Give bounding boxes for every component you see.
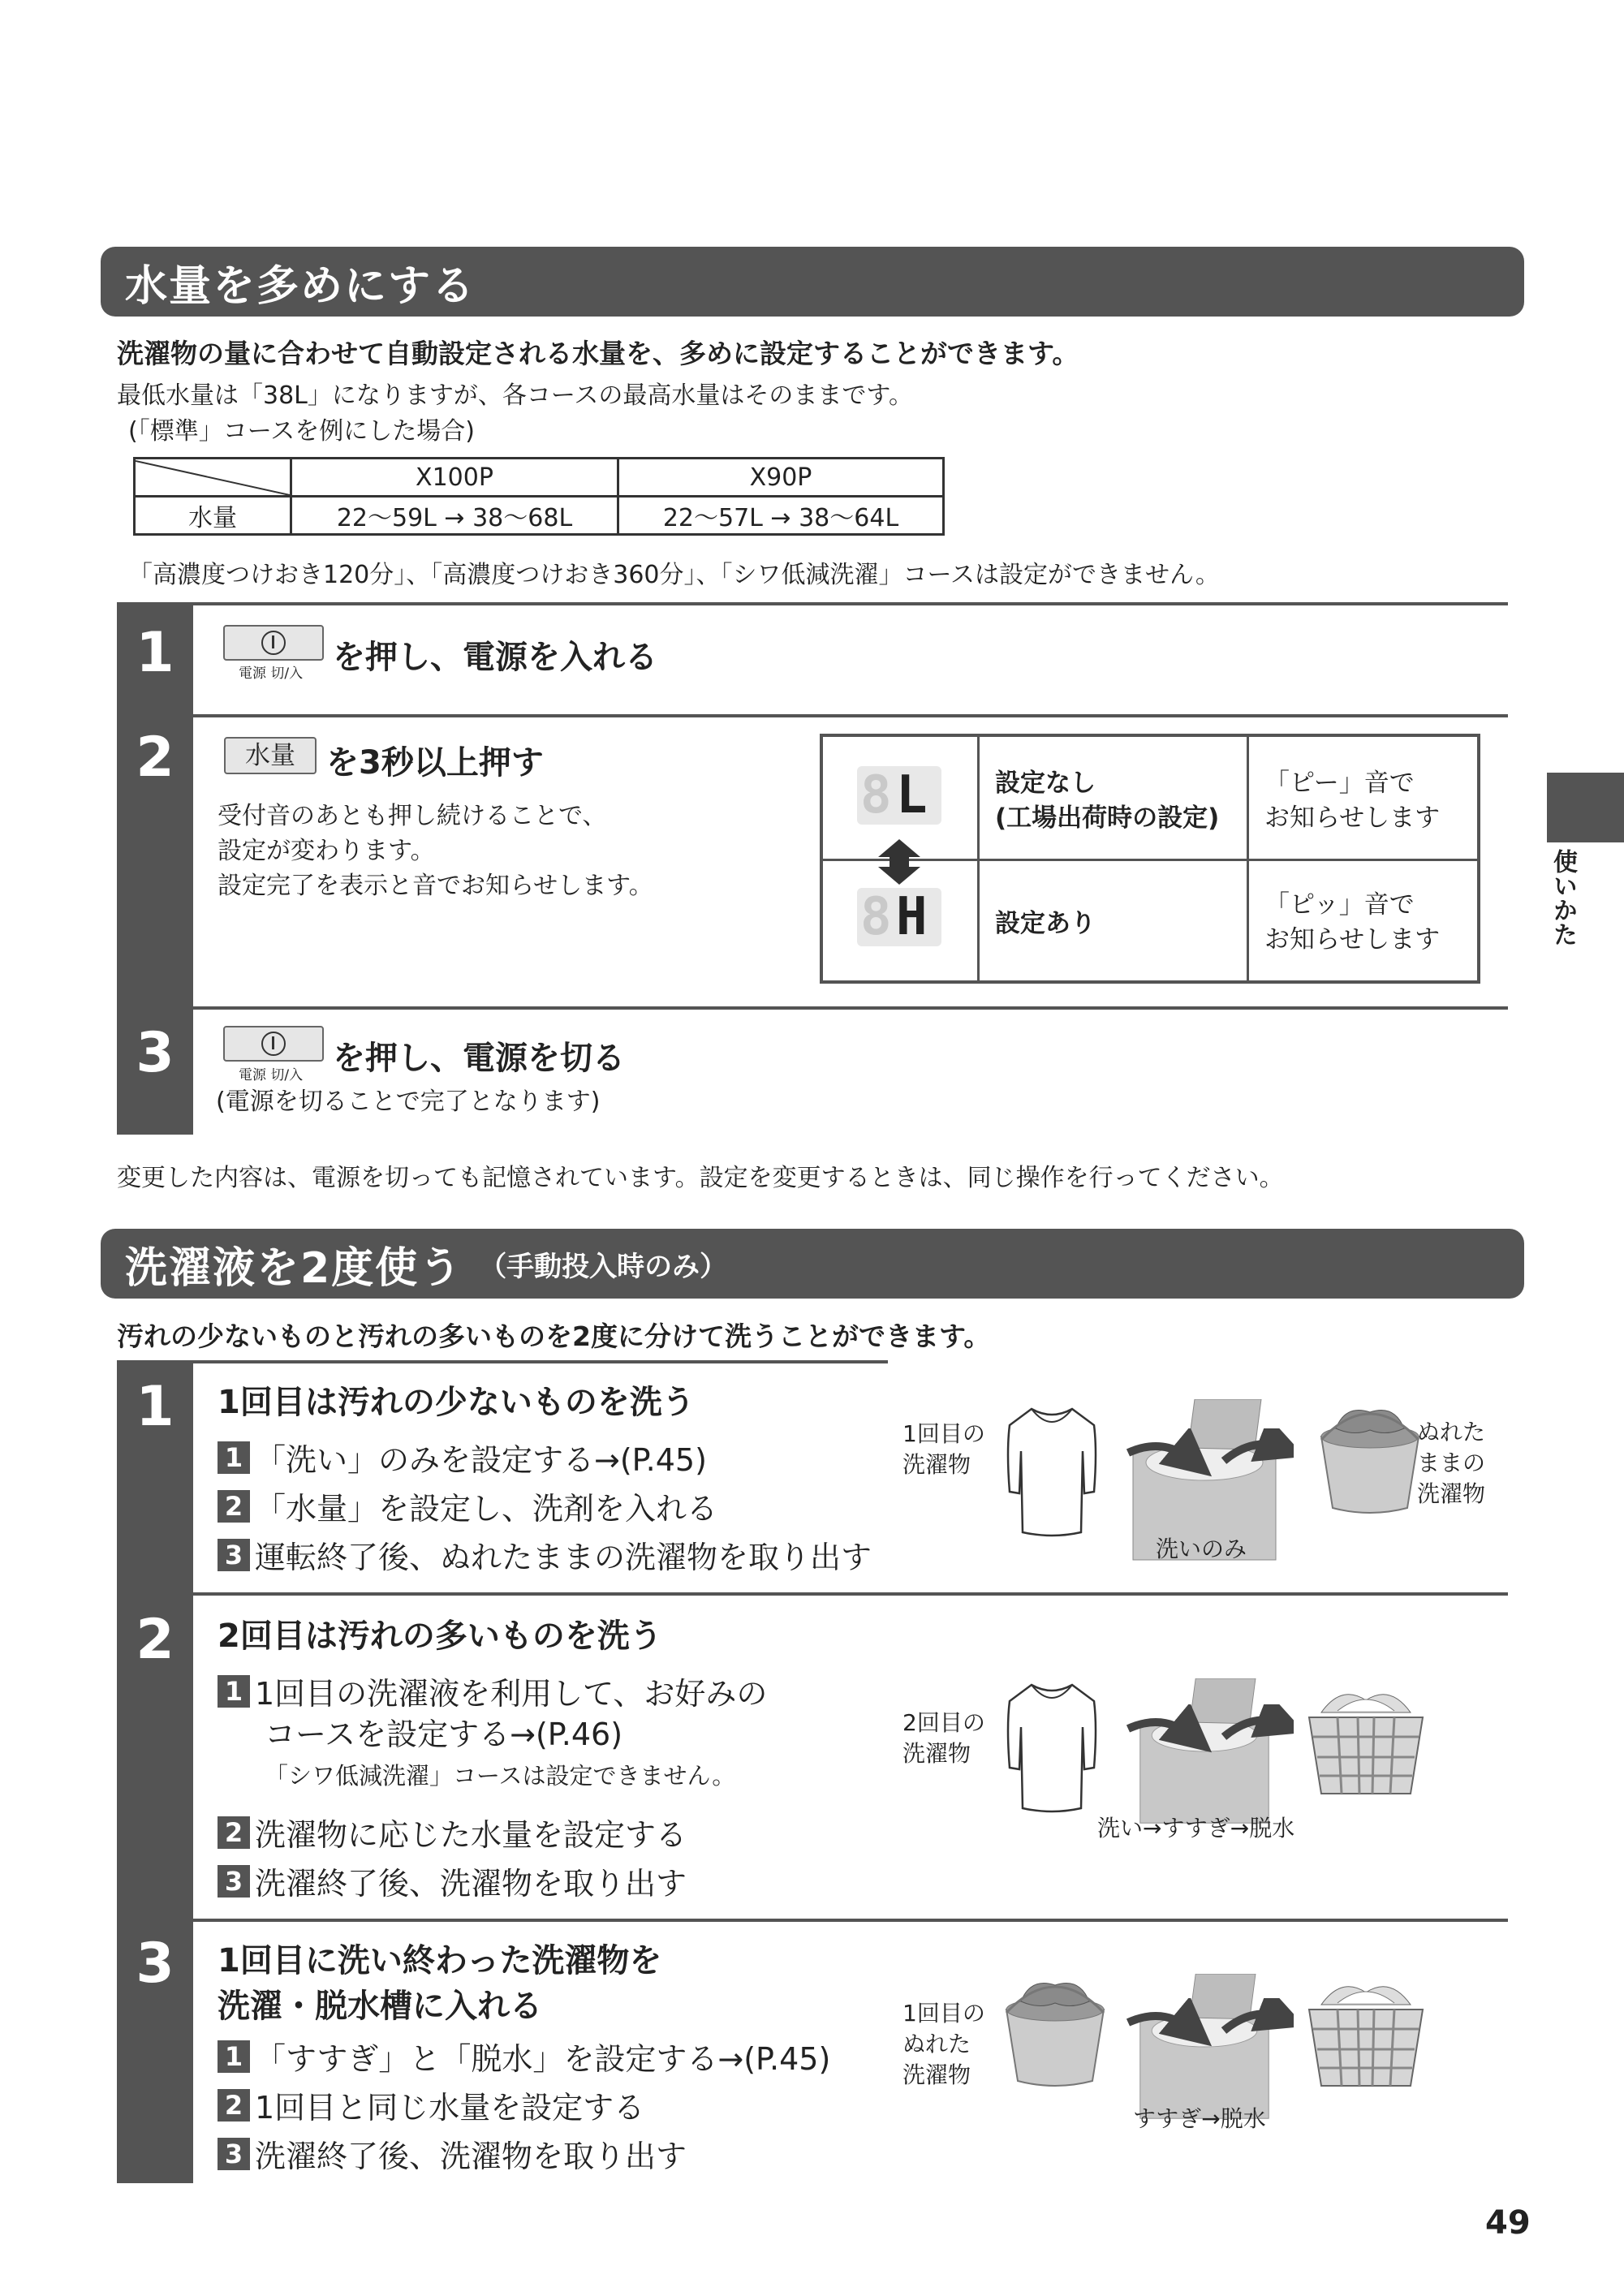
caption-line: 洗濯物 (902, 1740, 971, 1767)
divider (117, 1006, 1508, 1010)
step3-heading: 1回目に洗い終わった洗濯物を (218, 1942, 662, 1979)
subitem-number: 1 (218, 1675, 250, 1708)
divider (117, 1919, 1508, 1922)
state-setting-on: 設定あり (995, 909, 1096, 938)
caption-line: ぬれた (902, 2031, 971, 2057)
step1-subitem-3 (218, 1532, 872, 1577)
step3-subitem-3 (218, 2131, 687, 2176)
water-level-button[interactable]: 水量 (224, 737, 317, 774)
table-row-label: 水量 (135, 497, 291, 535)
subitem-text: 「洗い」のみを設定する→(P.45) (255, 1442, 707, 1478)
divider (117, 1592, 1508, 1596)
divider (117, 1360, 888, 1363)
side-tab-label: 使いかた (1549, 849, 1577, 946)
subitem-text: 「すすぎ」と「脱水」を設定する→(P.45) (255, 2041, 831, 2077)
table-cell-x100p: 22〜59L → 38〜68L (291, 497, 618, 535)
toggle-arrows-icon (875, 839, 924, 885)
step2-subitem-1-note: 「シワ低減洗濯」コースは設定できません。 (265, 1762, 736, 1790)
step1-heading: 1回目は汚れの少ないものを洗う (218, 1384, 695, 1421)
sound-label: 「ピー」音で (1264, 769, 1415, 798)
laundry-basket-icon (1305, 1980, 1427, 2094)
fig2-left-caption (902, 1708, 985, 1769)
section-title: 水量を多めにする (125, 261, 476, 311)
step2-desc-line: 受付音のあとも押し続けることで、 (218, 802, 607, 830)
step3-instruction: を押し、電源を切る (333, 1040, 625, 1077)
power-button-label: 電源 切/入 (239, 666, 304, 682)
subitem-text: 運転終了後、ぬれたままの洗濯物を取り出す (255, 1540, 872, 1575)
step3-subitem-2 (218, 2083, 644, 2127)
divider (117, 714, 1508, 717)
subitem-text: 1回目の洗濯液を利用して、お好みの (255, 1676, 768, 1712)
step-number-2: 2 (117, 1596, 193, 1919)
page-number: 49 (1485, 2204, 1531, 2242)
step3-heading-cont: 洗濯・脱水槽に入れる (218, 1988, 542, 2025)
step-number-1: 1 (117, 1363, 193, 1592)
state-no-setting (995, 766, 1219, 836)
side-tab-marker (1547, 773, 1624, 842)
caption-line: 1回目の (902, 2000, 985, 2027)
laundry-basket-icon (1305, 1688, 1427, 1802)
bucket-icon (1313, 1404, 1427, 1518)
step3-subitem-1 (218, 2034, 830, 2078)
note-min-water: 最低水量は「38L」になりますが、各コースの最高水量はそのままです。 (117, 381, 913, 410)
table-header-x90p: X90P (618, 459, 944, 497)
subitem-text: 1回目と同じ水量を設定する (255, 2090, 645, 2126)
subitem-text: 洗濯物に応じた水量を設定する (255, 1817, 687, 1853)
table-corner-cell (135, 459, 291, 497)
subitem-number: 2 (218, 1490, 250, 1523)
caption-line: 1回目の (902, 1420, 985, 1447)
power-icon (261, 1032, 286, 1056)
display-panel-L: 8 L (857, 766, 941, 825)
sound-label: 「ピッ」音で (1264, 890, 1415, 920)
fig3-left-caption (902, 1998, 985, 2091)
power-button[interactable] (223, 625, 324, 661)
setting-display-table (820, 734, 1480, 984)
caption-line: 洗濯物 (902, 1451, 971, 1478)
section-subtitle: （手動投入時のみ） (479, 1250, 728, 1283)
subitem-number: 3 (218, 2138, 250, 2170)
section-lead: 洗濯物の量に合わせて自動設定される水量を、多めに設定することができます。 (117, 338, 1079, 369)
step2-subitem-2 (218, 1810, 687, 1854)
note-example: (「標準」コースを例にした場合) (128, 417, 475, 446)
subitem-number: 2 (218, 2089, 250, 2122)
transfer-arrows-icon (1123, 1998, 1294, 2063)
fig3-caption: すすぎ→脱水 (1133, 2105, 1266, 2132)
section-title: 洗濯液を2度使う (125, 1243, 463, 1293)
shirt-icon (1003, 1678, 1101, 1816)
section-lead: 汚れの少ないものと汚れの多いものを2度に分けて洗うことができます。 (117, 1320, 991, 1352)
step-number-3: 3 (117, 1922, 193, 2183)
sound-setting-on (1264, 888, 1440, 958)
subitem-number: 3 (218, 1865, 250, 1898)
step-number-2: 2 (117, 717, 193, 1006)
table-header-x100p: X100P (291, 459, 618, 497)
subitem-number: 1 (218, 1441, 250, 1474)
step2-description (218, 799, 653, 903)
fig1-right-caption (1417, 1417, 1485, 1510)
step3-description: (電源を切ることで完了となります) (216, 1088, 601, 1116)
step2-subitem-1 (218, 1669, 767, 1713)
fig2-caption: 洗い→すすぎ→脱水 (1097, 1815, 1295, 1842)
step1-subitem-2 (218, 1484, 717, 1528)
step-number-1: 1 (117, 605, 193, 714)
section-banner-water-level (101, 247, 1524, 317)
bucket-icon (998, 1977, 1112, 2091)
fig1-caption: 洗いのみ (1156, 1536, 1247, 1562)
step-number-3: 3 (117, 1010, 193, 1135)
display-char-H: H (896, 887, 928, 947)
caption-line: ぬれた (1417, 1419, 1486, 1445)
state-label: 設定なし (995, 769, 1096, 798)
sound-label: お知らせします (1264, 925, 1441, 954)
step2-heading: 2回目は汚れの多いものを洗う (218, 1618, 662, 1655)
step2-desc-line: 設定が変わります。 (218, 837, 435, 865)
display-char-L: L (896, 765, 928, 825)
power-icon (261, 631, 286, 655)
subitem-text: 「水量」を設定し、洗剤を入れる (255, 1491, 718, 1527)
table-cell-x90p: 22〜57L → 38〜64L (618, 497, 944, 535)
step2-instruction: を3秒以上押す (326, 744, 544, 782)
display-panel-H: 8 H (857, 888, 941, 946)
subitem-text: 洗濯終了後、洗濯物を取り出す (255, 1866, 687, 1902)
memory-note: 変更した内容は、電源を切っても記憶されています。設定を変更するときは、同じ操作を行ってください。 (117, 1164, 1284, 1192)
transfer-arrows-icon (1123, 1704, 1294, 1769)
step2-subitem-3 (218, 1859, 687, 1903)
course-exception-note: 「高濃度つけおき120分」、「高濃度つけおき360分」、「シワ低減洗濯」コースは設定ができません。 (128, 561, 1220, 589)
step1-instruction: を押し、電源を入れる (333, 639, 657, 676)
sound-label: お知らせします (1264, 803, 1441, 833)
subitem-number: 2 (218, 1816, 250, 1849)
power-button-label: 電源 切/入 (239, 1067, 304, 1083)
transfer-arrows-icon (1123, 1428, 1294, 1493)
water-level-table (133, 457, 945, 536)
subitem-number: 1 (218, 2040, 250, 2073)
caption-line: ままの (1417, 1450, 1486, 1476)
step2-subitem-1-cont: コースを設定する→(P.46) (265, 1717, 623, 1752)
subitem-text: 洗濯終了後、洗濯物を取り出す (255, 2139, 687, 2174)
caption-line: 洗濯物 (902, 2061, 971, 2088)
power-button[interactable] (223, 1026, 324, 1062)
fig1-left-caption (902, 1419, 985, 1480)
caption-line: 洗濯物 (1417, 1480, 1486, 1507)
section-banner-reuse-detergent (101, 1229, 1524, 1299)
subitem-number: 3 (218, 1539, 250, 1571)
sound-no-setting (1264, 766, 1440, 836)
caption-line: 2回目の (902, 1709, 985, 1736)
shirt-icon (1003, 1402, 1101, 1540)
divider (117, 602, 1508, 605)
step2-desc-line: 設定完了を表示と音でお知らせします。 (218, 872, 653, 900)
step1-subitem-1 (218, 1435, 707, 1480)
state-label: (工場出荷時の設定) (995, 803, 1220, 833)
